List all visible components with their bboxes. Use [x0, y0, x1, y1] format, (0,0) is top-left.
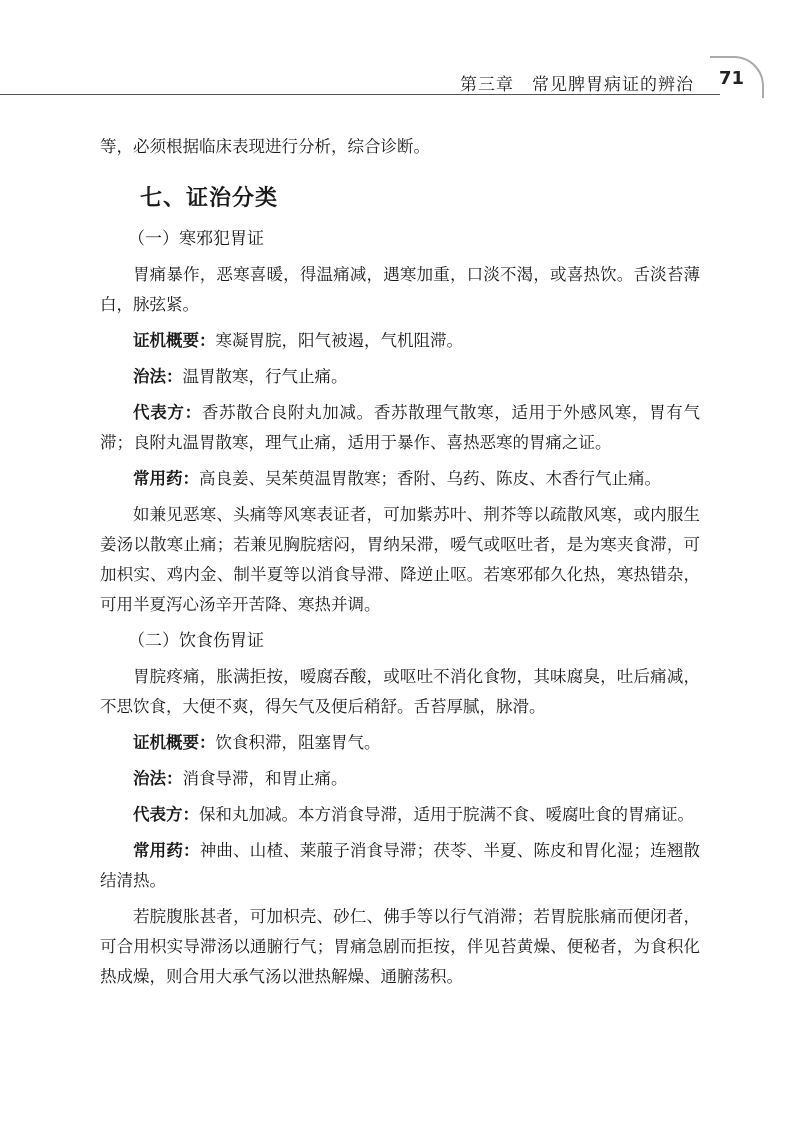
- pathogenesis-label: 证机概要：: [133, 331, 216, 350]
- pathogenesis-text: 寒凝胃脘，阳气被遏，气机阻滞。: [215, 331, 463, 350]
- formula-label: 代表方：: [133, 805, 199, 824]
- running-header: [0, 64, 800, 96]
- pathogenesis-label: 证机概要：: [133, 733, 216, 752]
- notes-paragraph: 如兼见恶寒、头痛等风寒表证者，可加紫苏叶、荆芥等以疏散风寒，或内服生姜汤以散寒止痛；若兼见胸脘痞闷，胃纳呆滞，嗳气或呕吐者，是为寒夹食滞，可加枳实、鸡内金、制半夏等以消食导滞、降逆止呕。若寒邪郁久化热，寒热错杂，可用半夏泻心汤辛开苦降、寒热并调。: [100, 505, 700, 614]
- pathogenesis-paragraph: [100, 728, 700, 758]
- pathogenesis-text: 饮食积滞，阻塞胃气。: [215, 733, 381, 752]
- herbs-paragraph: [100, 464, 700, 494]
- herbs-text: 高良姜、吴茱萸温胃散寒；香附、乌药、陈皮、木香行气止痛。: [199, 469, 661, 488]
- herbs-label: 常用药：: [133, 841, 200, 860]
- treatment-label: 治法：: [133, 367, 183, 386]
- formula-text: 保和丸加减。本方消食导滞，适用于脘满不食、嗳腐吐食的胃痛证。: [199, 805, 694, 824]
- formula-paragraph: [100, 398, 700, 458]
- symptoms-paragraph: 胃痛暴作，恶寒喜暖，得温痛减，遇寒加重，口淡不渴，或喜热饮。舌淡苔薄白，脉弦紧。: [100, 265, 700, 314]
- symptoms-paragraph: 胃脘疼痛，胀满拒按，嗳腐吞酸，或呕吐不消化食物，其味腐臭，吐后痛减，不思饮食，大便不爽，得矢气及便后稍舒。舌苔厚腻，脉滑。: [100, 667, 700, 716]
- formula-text: 香苏散合良附丸加减。香苏散理气散寒，适用于外感风寒，胃有气滞；良附丸温胃散寒，理气止痛，适用于暴作、喜热恶寒的胃痛之证。: [100, 403, 700, 452]
- page-content: [100, 132, 700, 998]
- treatment-paragraph: [100, 764, 700, 794]
- herbs-text: 神曲、山楂、莱菔子消食导滞；茯苓、半夏、陈皮和胃化湿；连翘散结清热。: [100, 841, 701, 890]
- treatment-label: 治法：: [133, 769, 183, 788]
- herbs-paragraph: [100, 836, 700, 896]
- treatment-text: 温胃散寒，行气止痛。: [182, 367, 348, 386]
- section-heading: 七、证治分类: [140, 186, 279, 211]
- formula-paragraph: [100, 800, 700, 830]
- subsection-heading: （二）饮食伤胃证: [128, 631, 264, 651]
- subsection-heading: （一）寒邪犯胃证: [128, 229, 264, 249]
- page-number: 71: [718, 68, 744, 89]
- treatment-paragraph: [100, 362, 700, 392]
- continued-paragraph: 等，必须根据临床表现进行分析，综合诊断。: [100, 137, 430, 156]
- treatment-text: 消食导滞，和胃止痛。: [182, 769, 348, 788]
- formula-label: 代表方：: [133, 403, 202, 422]
- notes-paragraph: 若脘腹胀甚者，可加枳壳、砂仁、佛手等以行气消滞；若胃脘胀痛而便闭者，可合用枳实导滞汤以通腑行气；胃痛急剧而拒按，伴见苔黄燥、便秘者，为食积化热成燥，则合用大承气汤以泄热解燥、通腑荡积。: [100, 907, 700, 986]
- chapter-title: 第三章 常见脾胃病证的辨治: [460, 75, 694, 95]
- herbs-label: 常用药：: [133, 469, 199, 488]
- pathogenesis-paragraph: [100, 326, 700, 356]
